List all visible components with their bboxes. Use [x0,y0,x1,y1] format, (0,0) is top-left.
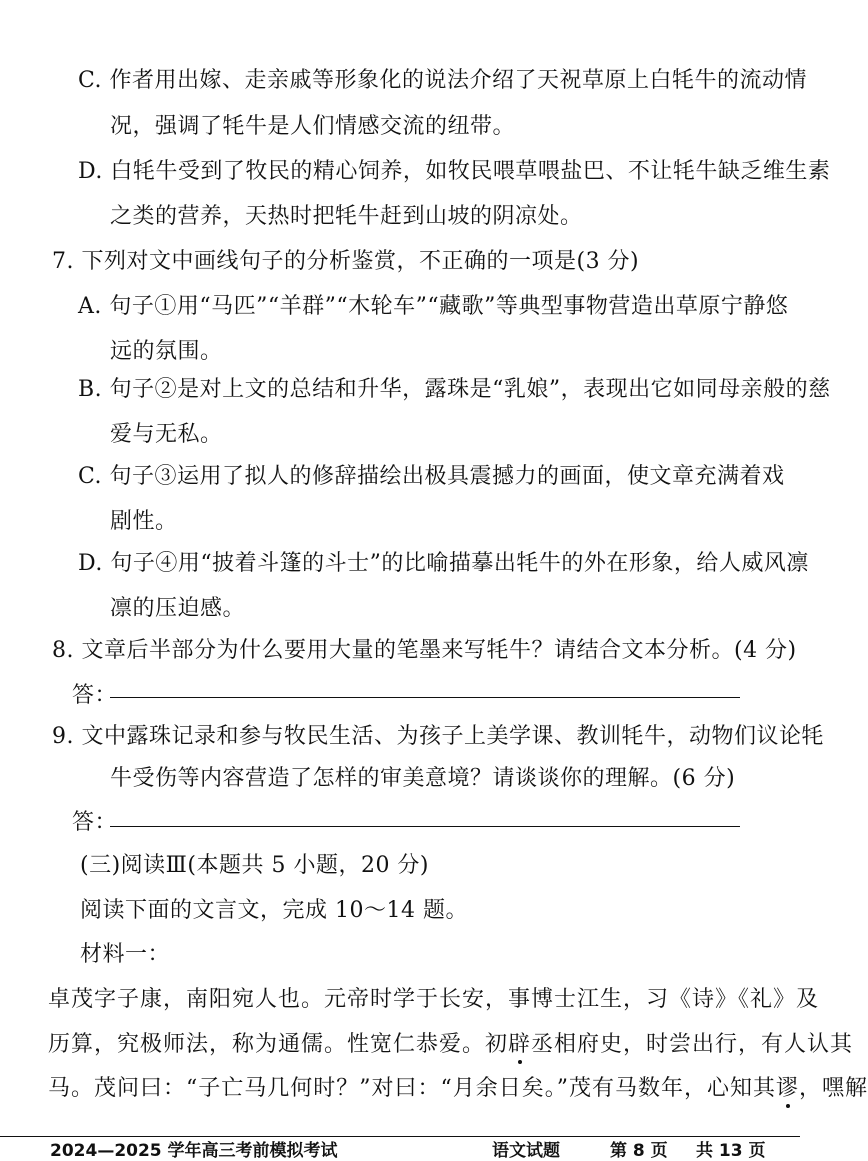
reading-instruction: 阅读下面的文言文，完成 10～14 题。 [80,898,468,923]
option-6c-line1: C. 作者用出嫁、走亲戚等形象化的说法介绍了天祝草原上白牦牛的流动情 [78,68,808,93]
emphasis-char-pi: 辟 [508,1032,532,1057]
footer-total-pages: 共 13 页 [696,1141,766,1161]
option-6d-line2: 之类的营养，天热时把牦牛赶到山坡的阴凉处。 [110,204,583,229]
passage-line3-a: 马。茂问曰：“子亡马几何时？”对曰：“月余日矣。”茂有马数年，心知其 [48,1076,776,1101]
footer-subject: 语文试题 [492,1141,560,1161]
option-7d-line2: 凛的压迫感。 [110,596,246,621]
answer-label-8: 答： [72,683,118,708]
option-6d-line1: D. 白牦牛受到了牧民的精心饲养，如牧民喂草喂盐巴、不让牦牛缺乏维生素 [78,159,831,184]
option-7d-line1: D. 句子④用“披着斗篷的斗士”的比喻描摹出牦牛的外在形象，给人威风凛 [78,551,809,576]
passage-line2-a: 历算，究极师法，称为通儒。性宽仁恭爱。初 [48,1032,509,1057]
material-label: 材料一： [80,942,171,967]
emphasis-char-miu: 谬 [776,1076,800,1101]
answer-label-9: 答： [72,810,118,835]
option-7c-line2: 剧性。 [110,509,178,534]
question-9-line1: 9. 文中露珠记录和参与牧民生活、为孩子上美学课、教训牦牛，动物们议论牦 [52,724,824,749]
section-heading: (三)阅读Ⅲ(本题共 5 小题，20 分) [80,853,430,878]
option-7c-line1: C. 句子③运用了拟人的修辞描绘出极具震撼力的画面，使文章充满着戏 [78,464,785,489]
passage-line1: 卓茂字子康，南阳宛人也。元帝时学于长安，事博士江生，习《诗》《礼》及 [48,987,820,1012]
option-6c-line2: 况，强调了牦牛是人们情感交流的纽带。 [110,114,516,139]
footer-page-number: 第 8 页 [610,1141,668,1161]
question-7: 7. 下列对文中画线句子的分析鉴赏，不正确的一项是(3 分) [52,249,640,274]
passage-line3-c: ，嘿解 [799,1076,868,1101]
answer-line-9[interactable] [110,826,740,827]
answer-line-8[interactable] [110,697,740,698]
footer-exam-title: 2024—2025 学年高三考前模拟考试 [50,1141,338,1161]
option-7a-line2: 远的氛围。 [110,339,223,364]
question-8: 8. 文章后半部分为什么要用大量的笔墨来写牦牛？请结合文本分析。(4 分) [52,638,797,663]
option-7b-line2: 爱与无私。 [110,422,223,447]
passage-line2-c: 丞相府史，时尝出行，有人认其 [531,1032,854,1057]
passage-line3 [48,1074,868,1104]
page-footer [0,1136,800,1159]
option-7b-line1: B. 句子②是对上文的总结和升华，露珠是“乳娘”，表现出它如同母亲般的慈 [78,377,831,402]
question-9-line2: 牛受伤等内容营造了怎样的审美意境？请谈谈你的理解。(6 分) [110,766,736,791]
passage-line2 [48,1030,853,1060]
option-7a-line1: A. 句子①用“马匹”“羊群”“木轮车”“藏歌”等典型事物营造出草原宁静悠 [78,294,789,319]
